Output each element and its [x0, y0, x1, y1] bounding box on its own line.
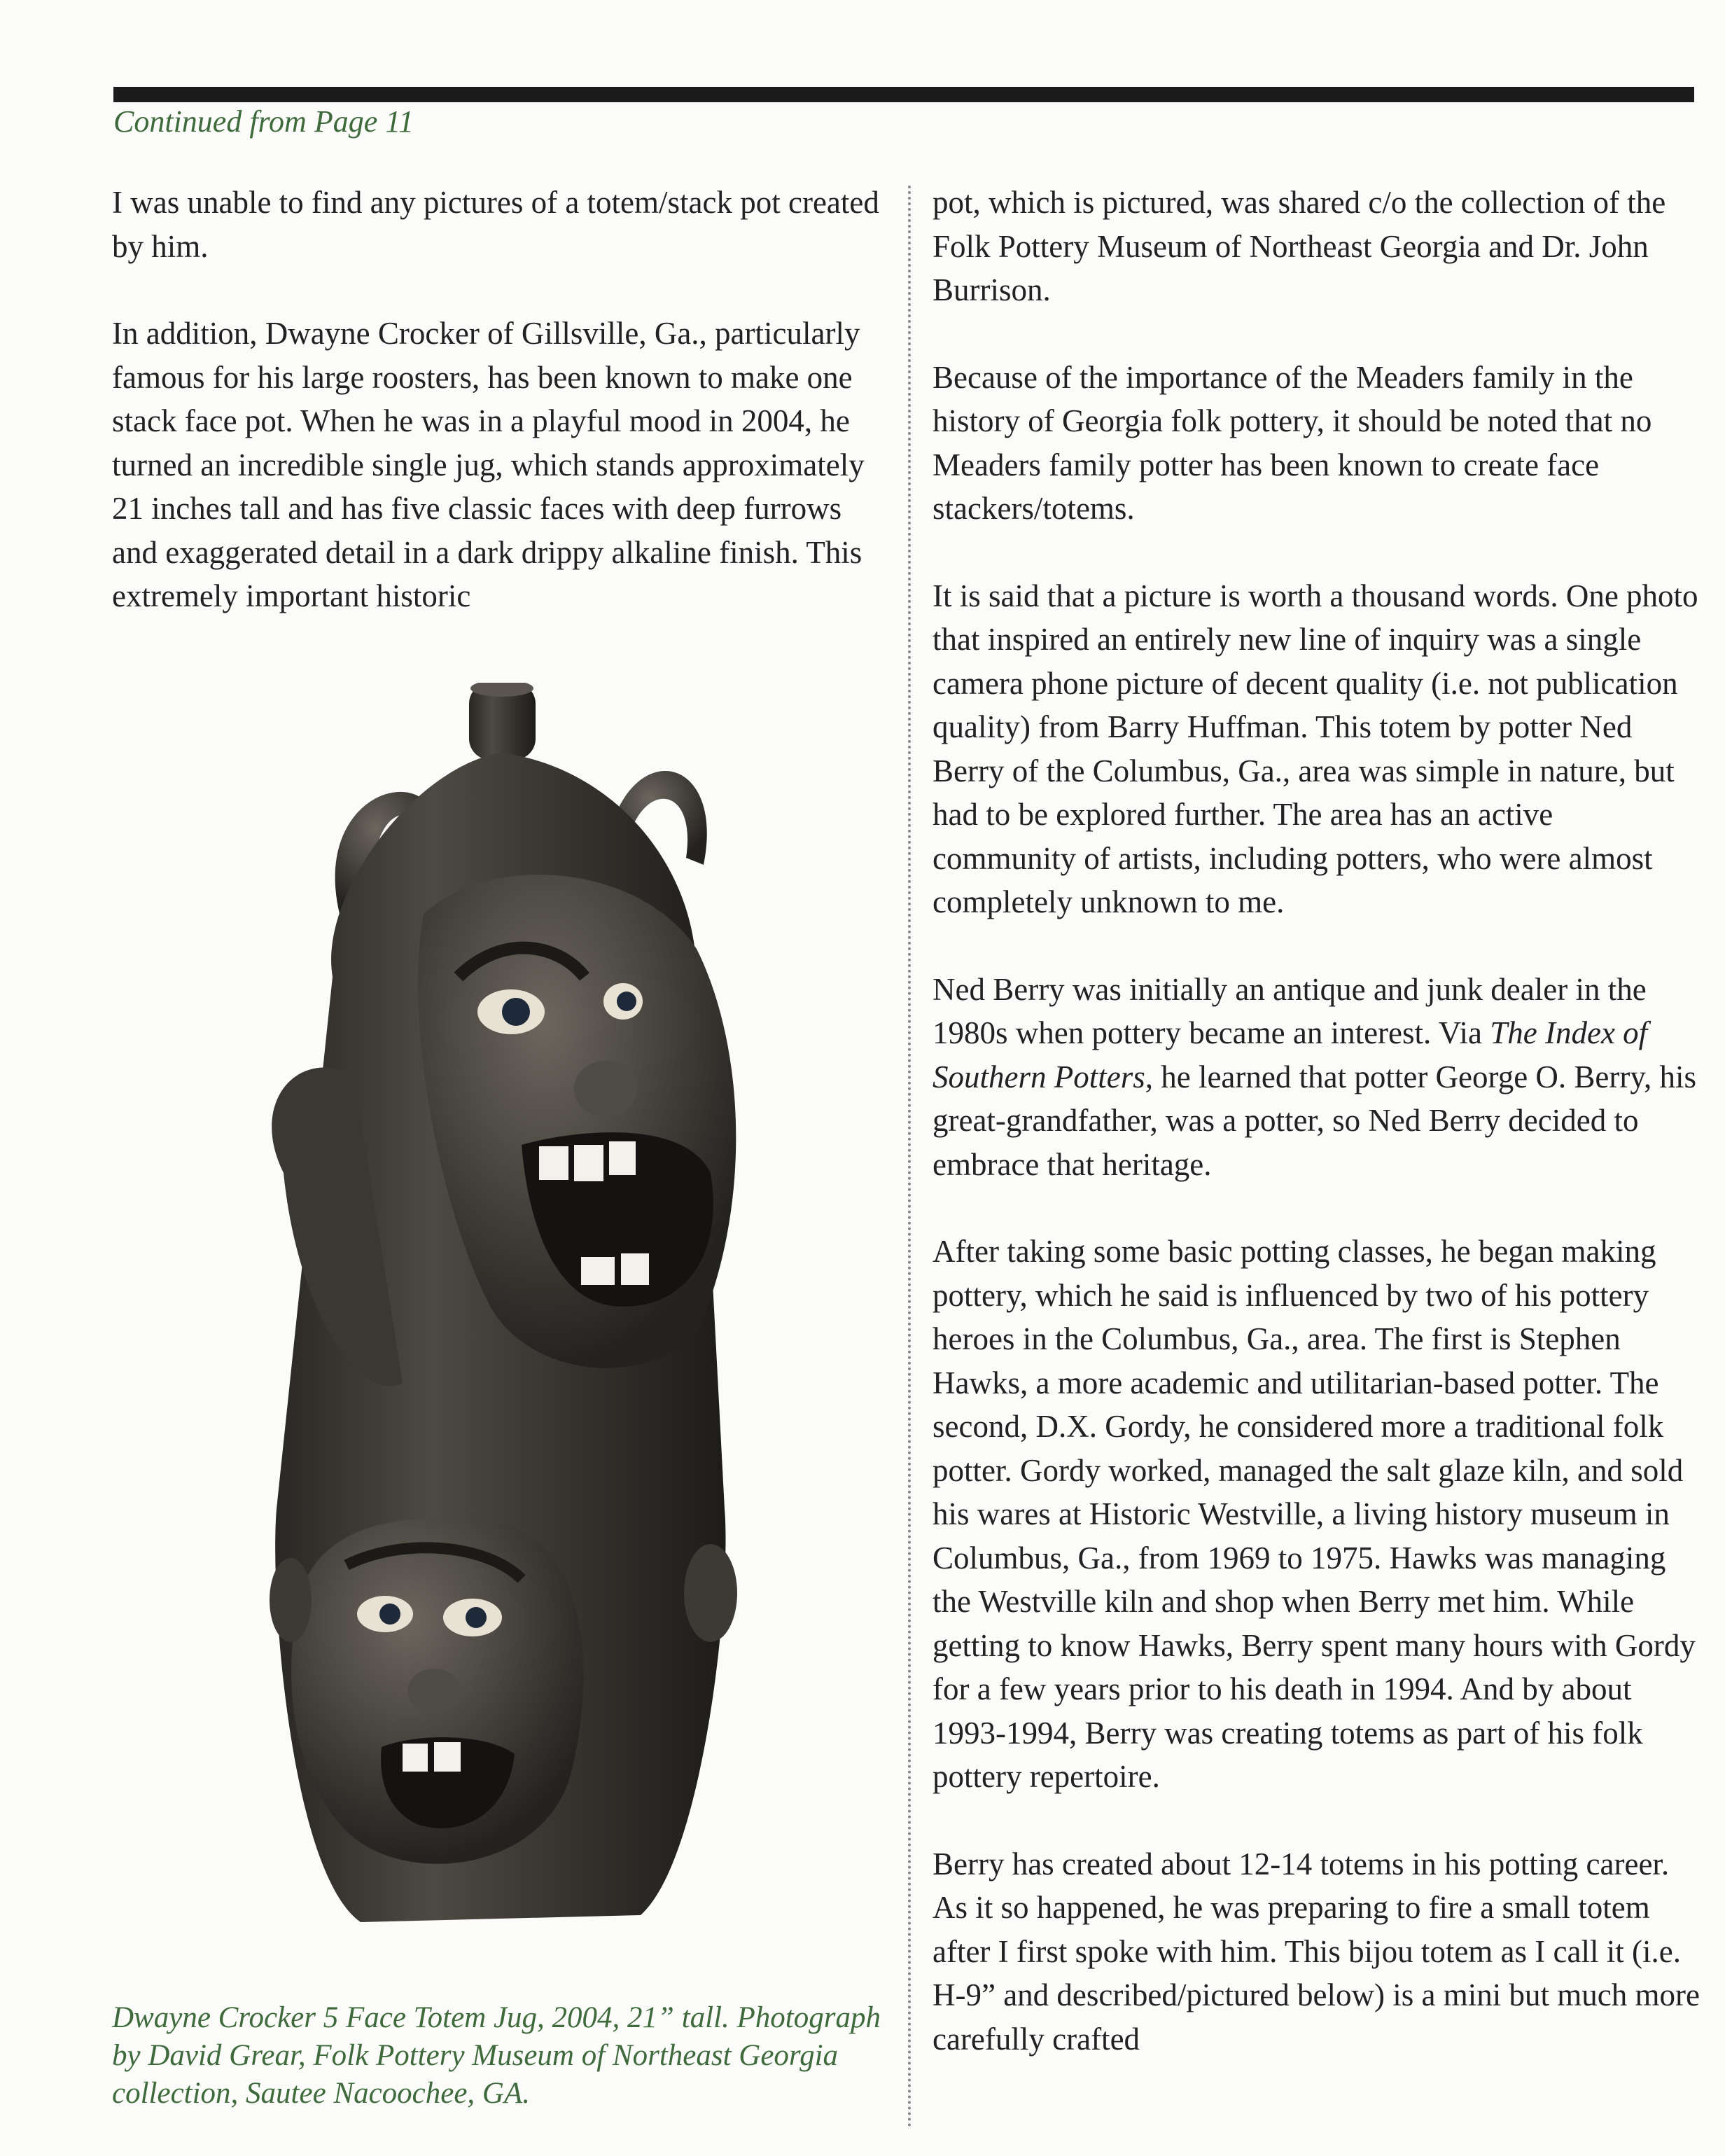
- column-divider: [908, 186, 911, 2129]
- right-paragraph-3: It is said that a picture is worth a thousand words. One photo that inspired an entirely new line of inquiry was a single camera phone picture of decent quality (i.e. not publication quality) from Barry Huffman. This totem by potter Ned Berry of the Columbus, Ga., area was simple in nature, but had to be explored further. The area has an active community of artists, including potters, who were almost completely unknown to me.: [933, 578, 1698, 919]
- book-title: The Index of Southern Potters,: [933, 1015, 1648, 1094]
- right-paragraph-2: Because of the importance of the Meaders family in the history of Georgia folk pottery, it should be noted that no Meaders family potter has been known to create face stackers/totems.: [933, 359, 1652, 526]
- left-paragraph-1: I was unable to find any pictures of a totem/stack pot created by him.: [112, 185, 879, 264]
- right-paragraph-6: Berry has created about 12-14 totems in his potting career. As it so happened, he was preparing to fire a small totem after I first spoke with him. This bijou totem as I call it (i.e. H-9” and described/pictured below) is a mini but much more carefully crafted: [933, 1846, 1700, 2057]
- header-rule: [113, 87, 1694, 102]
- right-paragraph-5: After taking some basic potting classes, he began making pottery, which he said is influenced by two of his pottery heroes in the Columbus, Ga., area. The first is Stephen Hawks, a more academic and utilitarian-based potter. The second, D.X. Gordy, he considered more a traditional folk potter. Gordy worked, managed the salt glaze kiln, and sold his wares at Historic Westville, a living history museum in Columbus, Ga., from 1969 to 1975. Hawks was managing the Westville kiln and shop when Berry met him. While getting to know Hawks, Berry spent many hours with Gordy for a few years prior to his death in 1994. And by about 1993-1994, Berry was creating totems as part of his folk pottery repertoire.: [933, 1234, 1696, 1794]
- right-paragraph-1: pot, which is pictured, was shared c/o the collection of the Folk Pottery Museum of Northeast Georgia and Dr. John Burrison.: [933, 185, 1666, 307]
- right-column: [933, 181, 1703, 2104]
- left-paragraph-2: In addition, Dwayne Crocker of Gillsville, Ga., particularly famous for his large roosters, has been known to make one stack face pot. When he was in a playful mood in 2004, he turned an incredible single jug, which stands approximately 21 inches tall and has five classic faces with deep furrows and exaggerated detail in a dark drippy alkaline finish. This extremely important historic: [112, 316, 865, 613]
- totem-jug-photo: [193, 683, 795, 1936]
- face-jug-illustration: [193, 683, 795, 1936]
- p4-text-a: Ned Berry was initially an antique and junk dealer in the 1980s when pottery became an interest. Via: [933, 971, 1647, 1050]
- continued-label: Continued from Page 11: [113, 104, 414, 139]
- right-paragraph-4: [933, 968, 1703, 1187]
- left-column: [112, 181, 884, 662]
- p4-text-b: he learned that potter George O. Berry, his great-grandfather, was a potter, so Ned Berry decided to embrace that heritage.: [933, 1059, 1696, 1182]
- photo-caption: Dwayne Crocker 5 Face Totem Jug, 2004, 21” tall. Photograph by David Grear, Folk Pottery Museum of Northeast Georgia collection, Sautee Nacoochee, GA.: [112, 2001, 881, 2110]
